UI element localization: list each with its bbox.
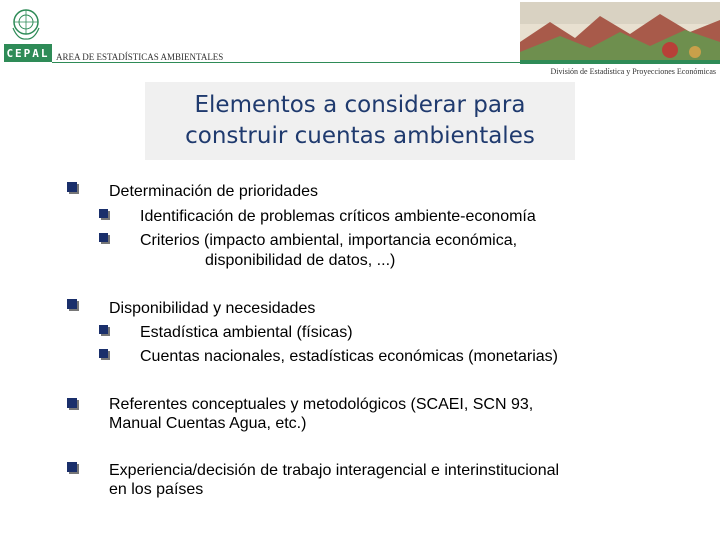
- sub-list-item: Estadística ambiental (físicas): [140, 324, 353, 341]
- cepal-logo: CEPAL: [4, 44, 52, 62]
- sub-list-item: Identificación de problemas críticos ambiente-economía: [140, 208, 536, 225]
- division-label: División de Estadística y Proyecciones Económicas: [550, 67, 716, 76]
- sub-bullet-square-icon: [99, 349, 108, 358]
- bullet-square-icon: [67, 299, 77, 309]
- list-item-continuation: Manual Cuentas Agua, etc.): [109, 415, 307, 432]
- title-line-1: Elementos a considerar para: [194, 92, 526, 118]
- title-line-2: construir cuentas ambientales: [185, 123, 535, 149]
- sub-bullet-square-icon: [99, 209, 108, 218]
- bullet-square-icon: [67, 462, 77, 472]
- list-item: Determinación de prioridades: [109, 183, 318, 200]
- list-item: Experiencia/decisión de trabajo interagencial e interinstitucional: [109, 462, 560, 479]
- header-divider: [52, 62, 520, 63]
- sub-list-item: Cuentas nacionales, estadísticas económicas (monetarias): [140, 348, 558, 365]
- sub-bullet-square-icon: [99, 325, 108, 334]
- un-emblem-icon: [8, 6, 44, 42]
- list-item: Disponibilidad y necesidades: [109, 300, 316, 317]
- slide-title: [145, 82, 575, 160]
- sub-bullet-square-icon: [99, 233, 108, 242]
- header-banner-image: [520, 2, 720, 64]
- sub-list-item-continuation: disponibilidad de datos, ...): [205, 252, 396, 269]
- bullet-square-icon: [67, 182, 77, 192]
- sub-list-item: Criterios (impacto ambiental, importancia económica,: [140, 232, 518, 249]
- list-item: Referentes conceptuales y metodológicos (SCAEI, SCN 93,: [109, 396, 534, 413]
- bullet-square-icon: [67, 398, 77, 408]
- list-item-continuation: en los países: [109, 481, 204, 498]
- area-label: AREA DE ESTADÍSTICAS AMBIENTALES: [56, 52, 224, 62]
